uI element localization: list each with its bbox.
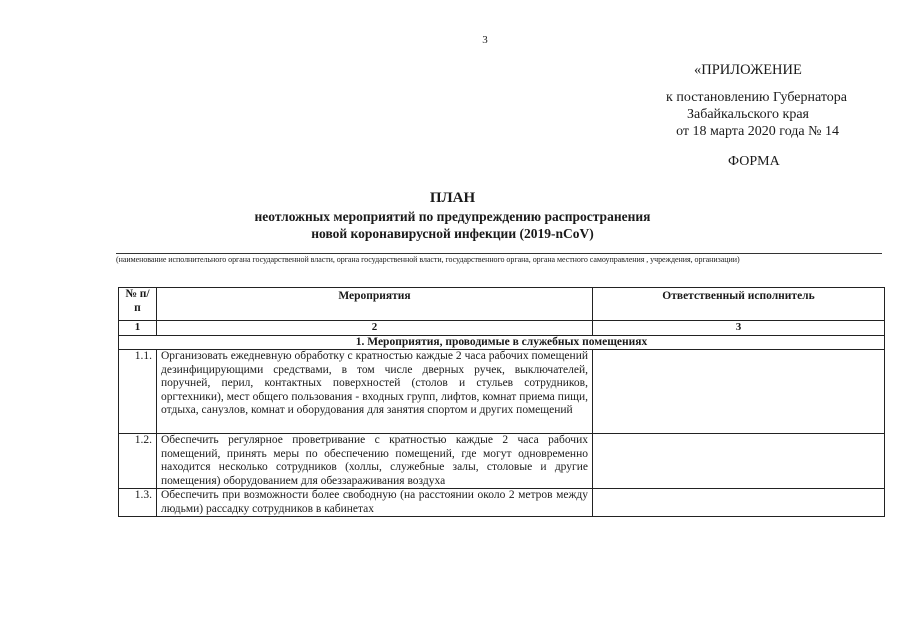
plan-title: ПЛАН: [429, 190, 476, 206]
header-events: Мероприятия: [157, 288, 593, 321]
form-label: ФОРМА: [728, 154, 780, 169]
header-responsible: Ответственный исполнитель: [593, 288, 885, 321]
row-event-text: Обеспечить при возможности более свободную (на расстоянии около 2 метров между людьми) рассадку сотрудников в кабинетах: [157, 489, 593, 517]
section-title: 1. Мероприятия, проводимые в служебных помещениях: [119, 335, 885, 350]
row-event-text: Организовать ежедневную обработку с кратностью каждые 2 часа рабочих помещений дезинфицирующими средствами, в том числе дверных ручек, выключателей, поручней, перил, контактных поверхностей (столов и стульев сотрудников, оргтехники), мест общего пользования - входных групп, лифтов, комнат приема пищи, отдыха, санузлов, комнат и оборудования для занятия спортом и других помещений: [157, 350, 593, 434]
annex-title: «ПРИЛОЖЕНИЕ: [694, 62, 802, 78]
row-number: 1.2.: [119, 434, 157, 489]
table-row: [119, 489, 885, 517]
annex-line-decree: к постановлению Губернатора: [666, 90, 847, 105]
plan-subtitle-line2: новой коронавирусной инфекции (2019-nCoV): [311, 226, 594, 241]
plan-table: [118, 287, 885, 517]
column-number: 2: [157, 321, 593, 336]
page-number: 3: [482, 34, 488, 46]
table-row: [119, 350, 885, 434]
annex-line-region: Забайкальского края: [686, 107, 809, 122]
column-number: 3: [593, 321, 885, 336]
organization-name-line: [116, 253, 882, 254]
row-responsible[interactable]: [593, 489, 885, 517]
section-row: [119, 335, 885, 350]
row-number: 1.3.: [119, 489, 157, 517]
organization-caption: (наименование исполнительного органа государственной власти, органа государственной власти, государственного органа, органа местного самоуправления , учреждения, организации): [116, 255, 740, 264]
row-responsible[interactable]: [593, 350, 885, 434]
header-num: № п/п: [119, 288, 157, 321]
row-event-text: Обеспечить регулярное проветривание с кратностью каждые 2 часа рабочих помещений, принять меры по обеспечению помещений, где могут одновременно находится несколько сотрудников (холлы, служебные залы, столовые и другие помещения) оборудованием для обеззараживания воздуха: [157, 434, 593, 489]
row-number: 1.1.: [119, 350, 157, 434]
column-number-row: [119, 321, 885, 336]
row-responsible[interactable]: [593, 434, 885, 489]
plan-subtitle-line1: неотложных мероприятий по предупреждению распространения: [254, 209, 651, 224]
column-number: 1: [119, 321, 157, 336]
table-row: [119, 434, 885, 489]
annex-line-date: от 18 марта 2020 года № 14: [676, 124, 839, 139]
table-header-row: [119, 288, 885, 321]
